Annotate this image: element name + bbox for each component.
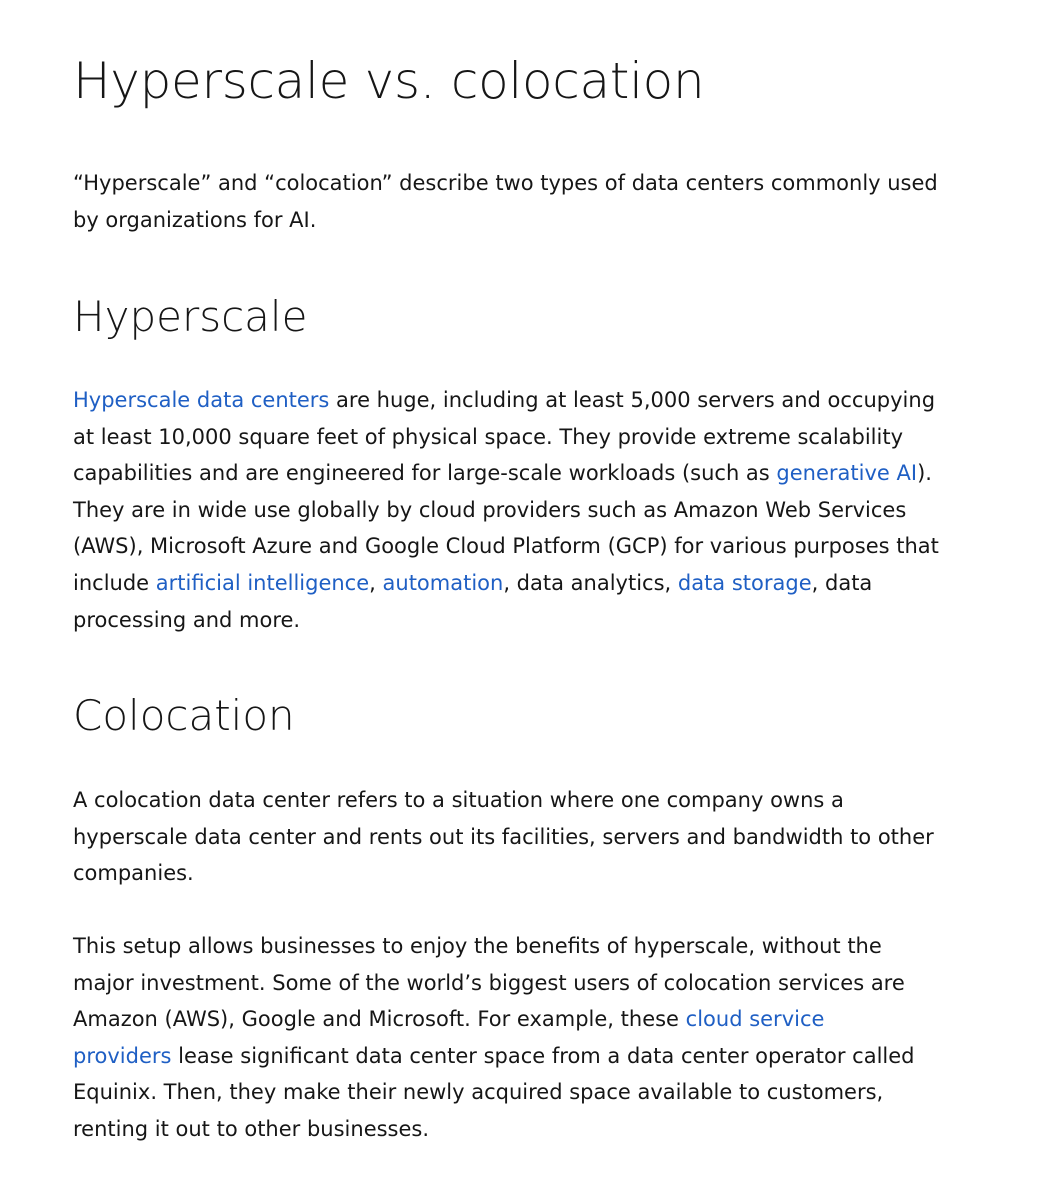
paragraph-line (73, 382, 993, 419)
paragraph-line: hyperscale data center and rents out its facilities, servers and bandwidth to other (73, 824, 934, 849)
paragraph-text: include (73, 570, 156, 595)
paragraph-text: , (369, 570, 383, 595)
paragraph-line: processing and more. (73, 607, 301, 632)
paragraph-line: A colocation data center refers to a situation where one company owns a (73, 788, 844, 812)
automation-link[interactable]: automation (382, 570, 504, 595)
artificial-intelligence-link[interactable]: artificial intelligence (155, 570, 370, 595)
colocation-paragraph-1 (73, 782, 993, 892)
section-heading-colocation: Colocation (73, 691, 295, 740)
paragraph-line: companies. (73, 861, 194, 886)
paragraph-text: lease significant data center space from a data center operator called (171, 1043, 915, 1068)
colocation-paragraph-2 (73, 928, 993, 1148)
paragraph-text: Amazon (AWS), Google and Microsoft. For example, these (73, 1007, 686, 1032)
paragraph-line: This setup allows businesses to enjoy the benefits of hyperscale, without the (73, 934, 882, 958)
page-title: Hyperscale vs. colocation (73, 52, 705, 110)
intro-line: “Hyperscale” and “colocation” describe two types of data centers commonly used (73, 171, 938, 195)
cloud-service-providers-link[interactable]: cloud service (685, 1007, 825, 1032)
paragraph-line (73, 1038, 993, 1075)
paragraph-text: , data analytics, (503, 570, 678, 595)
paragraph-line: They are in wide use globally by cloud providers such as Amazon Web Services (73, 497, 907, 522)
hyperscale-data-centers-link[interactable]: Hyperscale data centers (73, 388, 330, 412)
paragraph-text: capabilities and are engineered for large-scale workloads (such as (73, 461, 777, 486)
paragraph-line (73, 455, 993, 492)
paragraph-line (73, 565, 993, 602)
paragraph-line: at least 10,000 square feet of physical space. They provide extreme scalability (73, 424, 904, 449)
paragraph-text: ). (917, 461, 932, 486)
paragraph-line: Equinix. Then, they make their newly acquired space available to customers, (73, 1080, 884, 1105)
data-storage-link[interactable]: data storage (677, 570, 812, 595)
intro-line: by organizations for AI. (73, 207, 317, 232)
section-heading-hyperscale: Hyperscale (73, 292, 308, 341)
cloud-service-providers-link-continued[interactable]: providers (73, 1043, 172, 1068)
paragraph-line: renting it out to other businesses. (73, 1116, 430, 1141)
generative-ai-link[interactable]: generative AI (776, 461, 918, 486)
paragraph-line: major investment. Some of the world’s biggest users of colocation services are (73, 970, 905, 995)
paragraph-line (73, 1001, 993, 1038)
paragraph-line: (AWS), Microsoft Azure and Google Cloud Platform (GCP) for various purposes that (73, 534, 939, 559)
paragraph-text: , data (811, 570, 873, 595)
intro-paragraph (73, 165, 993, 238)
paragraph-text: are huge, including at least 5,000 servers and occupying (329, 388, 936, 412)
hyperscale-paragraph (73, 382, 993, 638)
